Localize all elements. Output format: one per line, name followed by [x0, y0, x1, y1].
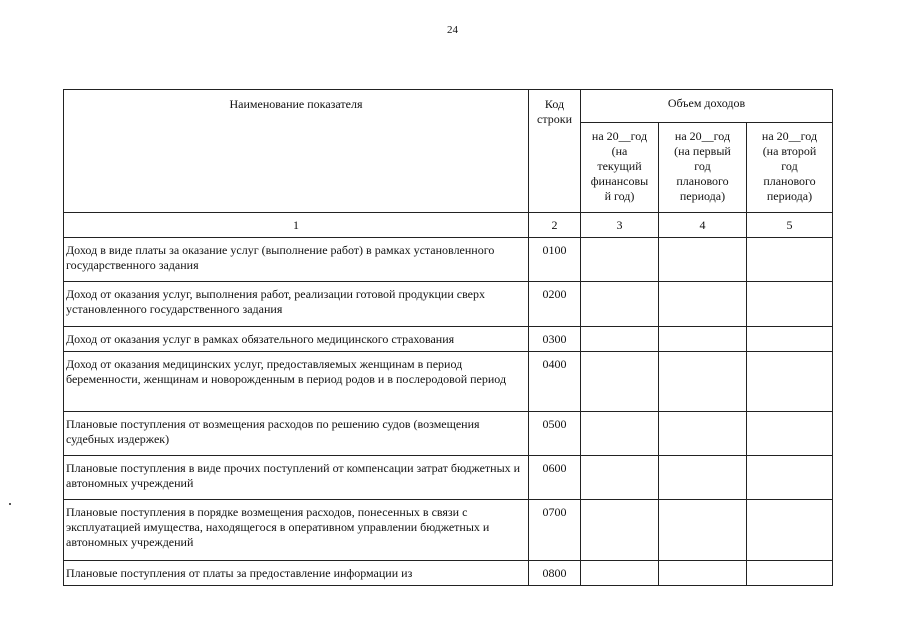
column-number: 2 — [529, 213, 581, 238]
value-cell — [581, 238, 659, 282]
header-row-code — [529, 90, 581, 213]
header-indicator-name: Наименование показателя — [64, 90, 529, 213]
indicator-name: Плановые поступления в порядке возмещения расходов, понесенных в связи с эксплуатацией имущества, находящегося в оперативном управлении бюджетных и автономных учреждений — [64, 500, 529, 561]
row-code: 0200 — [529, 282, 581, 327]
value-cell — [659, 327, 747, 352]
table-row — [64, 352, 833, 412]
value-cell — [581, 327, 659, 352]
column-number: 3 — [581, 213, 659, 238]
value-cell — [747, 456, 833, 500]
table-row — [64, 282, 833, 327]
value-cell — [581, 561, 659, 586]
value-cell — [659, 456, 747, 500]
indicator-name: Плановые поступления от возмещения расходов по решению судов (возмещения судебных издержек) — [64, 412, 529, 456]
row-code: 0100 — [529, 238, 581, 282]
value-cell — [659, 238, 747, 282]
value-cell — [581, 412, 659, 456]
header-code-line2: строки — [537, 112, 572, 126]
value-cell — [747, 327, 833, 352]
header-code-line1: Код — [544, 97, 565, 111]
value-cell — [747, 412, 833, 456]
row-code: 0300 — [529, 327, 581, 352]
value-cell — [659, 561, 747, 586]
header-current-year: на 20__год (на текущий финансовы й год) — [581, 123, 659, 213]
row-code: 0500 — [529, 412, 581, 456]
header-row — [64, 90, 833, 123]
value-cell — [581, 500, 659, 561]
income-table — [63, 89, 833, 586]
value-cell — [747, 561, 833, 586]
value-cell — [747, 352, 833, 412]
column-number: 4 — [659, 213, 747, 238]
indicator-name: Плановые поступления в виде прочих поступлений от компенсации затрат бюджетных и автономных учреждений — [64, 456, 529, 500]
value-cell — [581, 456, 659, 500]
column-number: 5 — [747, 213, 833, 238]
indicator-name: Доход от оказания услуг, выполнения работ, реализации готовой продукции сверх установленного государственного задания — [64, 282, 529, 327]
table-row — [64, 456, 833, 500]
row-code: 0700 — [529, 500, 581, 561]
column-numbers-row — [64, 213, 833, 238]
row-code: 0400 — [529, 352, 581, 412]
value-cell — [747, 238, 833, 282]
value-cell — [747, 282, 833, 327]
table-row — [64, 327, 833, 352]
row-code: 0800 — [529, 561, 581, 586]
value-cell — [659, 500, 747, 561]
header-income-volume: Объем доходов — [581, 90, 833, 123]
page-number: 24 — [447, 24, 458, 36]
value-cell — [659, 282, 747, 327]
table-row — [64, 561, 833, 586]
value-cell — [747, 500, 833, 561]
scan-dot — [9, 503, 11, 505]
value-cell — [659, 352, 747, 412]
table-row — [64, 500, 833, 561]
indicator-name: Плановые поступления от платы за предоставление информации из — [64, 561, 529, 586]
row-code: 0600 — [529, 456, 581, 500]
value-cell — [581, 282, 659, 327]
column-number: 1 — [64, 213, 529, 238]
indicator-name: Доход в виде платы за оказание услуг (выполнение работ) в рамках установленного государственного задания — [64, 238, 529, 282]
header-first-plan-year: на 20__год (на первый год планового периода) — [659, 123, 747, 213]
header-second-plan-year: на 20__год (на второй год планового периода) — [747, 123, 833, 213]
table-row — [64, 412, 833, 456]
indicator-name: Доход от оказания медицинских услуг, предоставляемых женщинам в период беременности, женщинам и новорожденным в период родов и в послеродовой период — [64, 352, 529, 412]
table-row — [64, 238, 833, 282]
indicator-name: Доход от оказания услуг в рамках обязательного медицинского страхования — [64, 327, 529, 352]
value-cell — [659, 412, 747, 456]
value-cell — [581, 352, 659, 412]
